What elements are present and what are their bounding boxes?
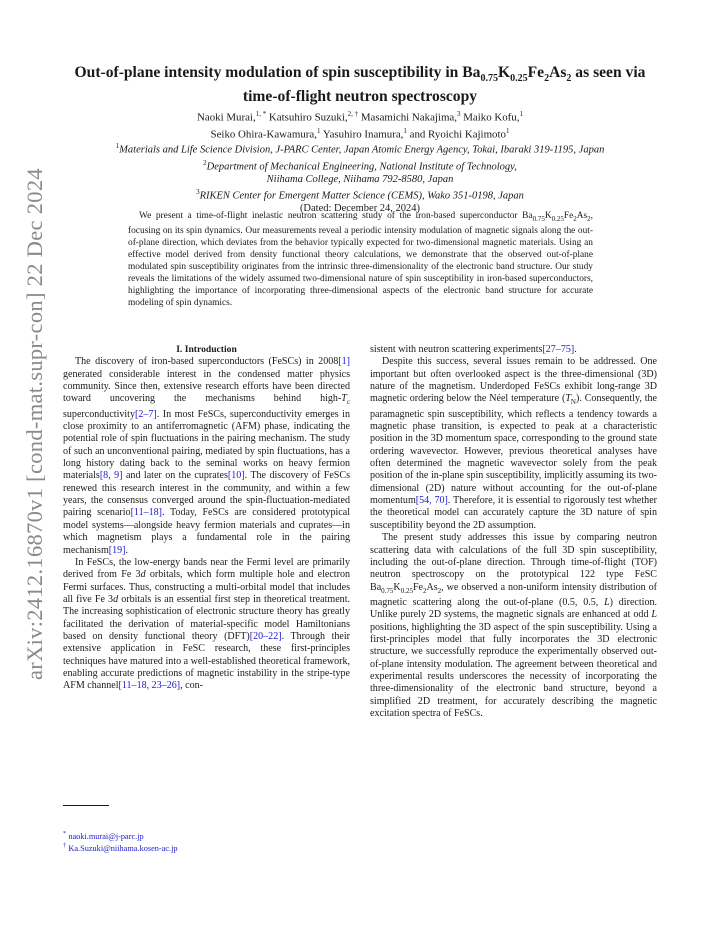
title-text: Out-of-plane intensity modulation of spin susceptibility in Ba: [74, 64, 481, 81]
formula-sub: 2: [423, 586, 427, 595]
text: ). Consequently, the paramagnetic spin susceptibility, which reflects a tendency towards a magnetic phase transition, is expected to peak at a characteristic position in the 3D momentum space, corresponding to the ground state ordering wavevector. However, previous theoretical analyses have often determined the magnetic wavevector solely from the peak position of the in-plane spin susceptibility, implicitly assuming its two-dimensional (2D) nature without accounting for the out-of-plane momentum: [370, 393, 657, 507]
email-link[interactable]: Ka.Suzuki@niihama.kosen-ac.jp: [68, 843, 178, 853]
author: Masamichi Nakajima,: [360, 111, 457, 124]
title-text: as seen via: [571, 64, 646, 81]
text: sistent with neutron scattering experiments: [370, 344, 543, 355]
arxiv-stamp-text: arXiv:2412.16870v1 [cond-mat.supr-con] 22 Dec 2024: [22, 168, 47, 680]
author-mark: 1: [403, 126, 407, 135]
right-column: [370, 344, 657, 720]
abstract-text: We present a time-of-flight inelastic neutron scattering study of the iron-based superconductor Ba: [139, 211, 533, 221]
author: Yasuhiro Inamura,: [322, 128, 404, 141]
paragraph: [370, 356, 657, 532]
affiliation-mark: 1: [115, 142, 120, 150]
affiliation: RIKEN Center for Emergent Matter Science (CEMS), Wako 351-0198, Japan: [199, 190, 524, 202]
paragraph: [370, 344, 657, 356]
citation-link[interactable]: [27–75]: [542, 344, 575, 355]
text: In FeSCs, the low-energy bands near the Fermi level are primarily derived from Fe 3: [63, 556, 350, 581]
math-sub: c: [346, 398, 350, 407]
formula-text: K: [544, 211, 552, 221]
text: .: [125, 544, 129, 556]
title-sub: 2: [566, 73, 572, 85]
formula-sub: 2: [437, 586, 442, 595]
author-mark: 1: [519, 110, 523, 118]
text: . Therefore, it is essential to rigorously test whether the theoretical model can accurately capture the 3D nature of spin susceptibility beyond the 2D assumption.: [370, 495, 658, 531]
citation-link[interactable]: [11–18]: [130, 507, 163, 519]
formula-sub: 2: [587, 214, 591, 223]
footnote: [63, 829, 144, 842]
footnote: [63, 841, 178, 854]
text: orbitals, which form multiple hole and electron Fermi surfaces. Thus, constructing a multi-orbital model that includes all five Fe 3: [63, 569, 350, 605]
title-sub: 2: [544, 73, 550, 85]
math: d: [140, 569, 146, 581]
text: The present study addresses this issue by comparing neutron scattering data with calculations of the full 3D spin susceptibility, including the out-of-plane direction. Through time-of-flight (TOF) neutron spectroscopy on the prototypical 122 type FeSC Ba: [370, 532, 657, 593]
email-link[interactable]: naoki.murai@j-parc.jp: [68, 831, 144, 841]
author: and Ryoichi Kajimoto: [409, 128, 506, 141]
formula-sub: 2: [573, 214, 577, 223]
title-text: Fe: [527, 64, 545, 81]
affiliation-mark: 3: [196, 187, 200, 196]
arxiv-stamp: [14, 168, 54, 680]
paragraph: [370, 532, 657, 720]
paper-title: [60, 64, 660, 106]
affiliation: Materials and Life Science Division, J-PARC Center, Japan Atomic Energy Agency, Tokai, Ibaraki 319-1195, Japan: [119, 144, 605, 156]
author: Seiko Ohira-Kawamura,: [210, 128, 317, 141]
formula-text: K: [393, 581, 401, 593]
footnote-mark: *: [63, 830, 67, 837]
citation-link[interactable]: [8, 9]: [99, 470, 123, 482]
author-mark: 2, †: [347, 110, 359, 118]
title-sub: 0.75: [480, 73, 498, 85]
author: Katsuhiro Suzuki,: [268, 111, 348, 124]
math: d: [113, 593, 119, 605]
citation-link[interactable]: [2–7]: [135, 408, 157, 420]
citation-link[interactable]: [20–22]: [249, 630, 282, 642]
affiliation-mark: 2: [203, 158, 207, 167]
title-sub: 0.25: [510, 73, 528, 85]
author: Maiko Kofu,: [463, 111, 520, 124]
author-list: [60, 108, 660, 141]
title-line-2: time-of-flight neutron spectroscopy: [242, 88, 478, 106]
abstract: [128, 210, 593, 309]
math: T: [565, 393, 571, 405]
footnote-mark: †: [63, 842, 67, 849]
author-mark: 1: [316, 126, 321, 135]
text: . Through their extensive application in FeSC research, these first-principles techniques have matured into a well-established theoretical framework, enabling accurate predictions of magnetic instability in the stripe-type AFM channel: [63, 630, 350, 692]
math: L: [604, 596, 610, 608]
formula-text: Fe: [412, 581, 423, 593]
text: and later on the cuprates: [122, 470, 228, 482]
formula-text: Fe: [563, 211, 574, 221]
text: superconductivity: [63, 408, 135, 420]
citation-link[interactable]: [54, 70]: [415, 495, 448, 507]
paragraph: [63, 557, 350, 693]
formula-sub: 0.75: [381, 586, 394, 595]
citation-link[interactable]: [10]: [227, 470, 245, 482]
citation-link[interactable]: [19]: [108, 544, 126, 556]
author-mark: 1, *: [255, 110, 267, 118]
text: , con-: [180, 680, 203, 692]
formula-sub: 0.75: [532, 214, 545, 223]
title-text: As: [549, 64, 567, 81]
text: The discovery of iron-based superconductors (FeSCs) in 2008: [75, 356, 339, 368]
text: , we observed a non-uniform intensity distribution of magnetic scattering along the out-of-plane (0.5, 0.5,: [370, 581, 657, 608]
affiliations: [60, 140, 660, 215]
citation-link[interactable]: [11–18, 23–26]: [118, 680, 181, 692]
citation-link[interactable]: [1]: [338, 356, 350, 368]
text: . In most FeSCs, superconductivity emerges in close proximity to an antiferromagnetic (AFM) phase, indicating the potential role of spin fluctuations in the pairing mechanism. The study of such an unconventional pairing, mediated by spin fluctuations, has a long history dating back to the seminal works on heavy fermion materials: [63, 408, 350, 482]
author-mark: 1: [505, 126, 510, 135]
title-text: K: [497, 64, 511, 81]
author: Naoki Murai,: [197, 111, 256, 124]
text: . Today, FeSCs are considered prototypical model systems—alongside heavy fermion materials and cuprates—in which magnetism plays a fundamental role in the pairing mechanism: [63, 507, 350, 556]
text: . The discovery of FeSCs renewed this research interest in the community, and within a few years, the consensus converged around the spin-fluctuation-mediated pairing scenario: [63, 470, 351, 519]
text: .: [574, 344, 577, 355]
text: ) direction. Unlike purely 2D systems, the magnetic signals are enhanced at odd: [370, 596, 657, 621]
left-column: [63, 344, 350, 693]
formula-text: As: [426, 581, 438, 593]
formula-sub: 0.25: [400, 586, 413, 595]
formula-text: As: [576, 211, 588, 221]
paragraph: [63, 356, 350, 557]
math-sub: N: [570, 398, 576, 407]
author-mark: 3: [456, 110, 461, 118]
text: orbitals is an essential first step in theoretical treatment. The increasing sophistication of electronic structure theory has greatly facilitated the derivation of material-specific model Hamiltonians based on density functional theory (DFT): [63, 593, 350, 642]
date-line: (Dated: December 24, 2024): [299, 202, 421, 214]
math: L: [651, 609, 657, 621]
affiliation: Department of Mechanical Engineering, National Institute of Technology,: [206, 161, 517, 173]
text: generated considerable interest in the condensed matter physics community. Since then, extensive research efforts have been directed toward uncovering the mechanisms behind high-: [63, 368, 350, 405]
text: positions, highlighting the 3D aspect of the spin susceptibility. Using a first-principles model that fully incorporates the 3D electronic structure, we successfully reproduce the experimentally observed out-of-plane intensity modulation. The agreement between theoretical and experimental results underscores the necessity of incorporating the three-dimensionality of the electronic band structure, beyond a simplified 2D treatment, for accurately describing the magnetic excitation spectra of FeSCs.: [370, 621, 657, 719]
footnote-rule: [63, 805, 109, 806]
text: Despite this success, several issues remain to be addressed. One important but often overlooked aspect is the three-dimensional (3D) nature of the magnetism. Underdoped FeSCs exhibit long-range 3D magnetic ordering below the Néel temperature (: [370, 356, 657, 405]
math: T: [341, 393, 347, 405]
affiliation: Niihama College, Niihama 792-8580, Japan: [266, 173, 454, 185]
abstract-text: , focusing on its spin dynamics. Our measurements reveal a periodic intensity modulation of magnetic signals along the out-of-plane direction, which deviates from the behavior typically expected for two-dimensional magnetic materials. Using an effective model derived from density functional theory calculations, we demonstrate that the observed out-of-plane modulated spin susceptibility originates from the intrinsic three-dimensionality of the electronic band structure. Our study reveals the limitations of the widely assumed two-dimensional nature of spin susceptibility in iron-based superconductors, highlighting the importance of incorporating three-dimensional aspects of the electronic band structure for accurate modeling of spin dynamics.: [128, 211, 593, 308]
formula-sub: 0.25: [551, 214, 564, 223]
section-heading: I. Introduction: [176, 344, 237, 355]
